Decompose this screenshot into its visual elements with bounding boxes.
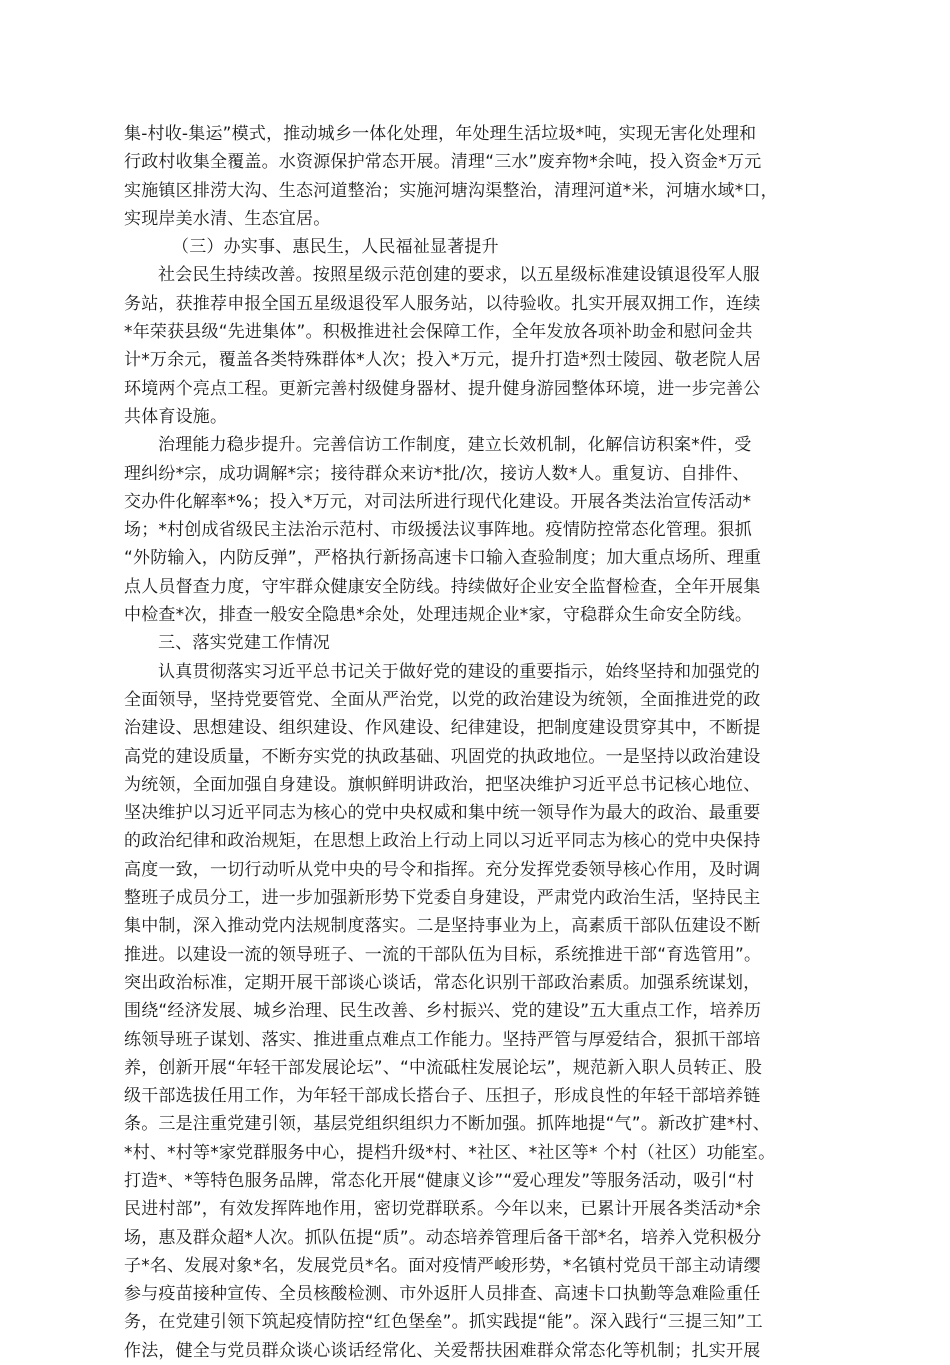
text-line: 点人员督查力度，守牢群众健康安全防线。持续做好企业安全监督检查，全年开展集: [124, 576, 761, 597]
text-line: 中检查*次，排查一般安全隐患*余处，处理违规企业*家，守稳群众生命安全防线。: [124, 605, 753, 626]
text-line: 集中制，深入推动党内法规制度落实。二是坚持事业为上，高素质干部队伍建设不断: [124, 916, 761, 937]
text-line: “外防输入，内防反弹”，严格执行新扬高速卡口输入查验制度；加大重点场所、理重: [124, 548, 762, 569]
text-line: 环境两个亮点工程。更新完善村级健身器材、提升健身游园整体环境，进一步完善公: [124, 378, 761, 399]
text-line: 全面领导，坚持党要管党、全面从严治党，以党的政治建设为统领，全面推进党的政: [124, 689, 761, 710]
text-line: 坚决维护以习近平同志为核心的党中央权威和集中统一领导作为最大的政治、最重要: [124, 803, 761, 824]
text-line: 突出政治标准，定期开展干部谈心谈话，常态化识别干部政治素质。加强系统谋划，: [124, 972, 761, 993]
text-line: 作法，健全与党员群众谈心谈话经常化、关爱帮扶困难群众常态化等机制；扎实开展: [124, 1340, 761, 1361]
text-line: 级干部选拔任用工作，为年轻干部成长搭台子、压担子，形成良性的年轻干部培养链: [124, 1086, 761, 1107]
text-line: *年荣获县级“先进集体”。积极推进社会保障工作，全年发放各项补助金和慰问金共: [124, 322, 753, 343]
text-line: 练领导班子谋划、落实、推进重点难点工作能力。坚持严管与厚爱结合，狠抓干部培: [124, 1029, 761, 1050]
text-line: 计*万余元，覆盖各类特殊群体*人次；投入*万元，提升打造*烈士陵园、敬老院人居: [124, 350, 761, 371]
text-line: 民进村部”，有效发挥阵地作用，密切党群联系。今年以来，已累计开展各类活动*余: [124, 1199, 761, 1220]
text-line: 治理能力稳步提升。完善信访工作制度，建立长效机制，化解信访积案*件，受: [158, 435, 752, 456]
text-line: 为统领，全面加强自身建设。旗帜鲜明讲政治，把坚决维护习近平总书记核心地位、: [124, 774, 761, 795]
text-line: 务，在党建引领下筑起疫情防控“红色堡垒”。抓实践提“能”。深入践行“三提三知”工: [124, 1312, 763, 1333]
text-line: 行政村收集全覆盖。水资源保护常态开展。清理“三水”废弃物*余吨，投入资金*万元: [124, 152, 762, 173]
text-line: 交办件化解率*%；投入*万元，对司法所进行现代化建设。开展各类法治宣传活动*: [124, 491, 752, 512]
text-line: 理纠纷*宗，成功调解*宗；接待群众来访*批/次，接访人数*人。重复访、自排件、: [124, 463, 750, 484]
text-line: 的政治纪律和政治规矩，在思想上政治上行动上同以习近平同志为核心的党中央保持: [124, 831, 761, 852]
text-line: 养，创新开展“年轻干部发展论坛”、“中流砥柱发展论坛”，规范新入职人员转正、股: [124, 1057, 763, 1078]
section-heading: （三）办实事、惠民生，人民福祉显著提升: [172, 237, 499, 258]
text-line: *村、*村等*家党群服务中心，提档升级*村、*社区、*社区等* 个村（社区）功能室。: [124, 1142, 776, 1163]
text-line: 参与疫苗接种宣传、全员核酸检测、市外返肝人员排查、高速卡口执勤等急难险重任: [124, 1284, 761, 1305]
text-line: 务站，获推荐申报全国五星级退役军人服务站，以待验收。扎实开展双拥工作，连续: [124, 293, 761, 314]
text-line: 高度一致，一切行动听从党中央的号令和指挥。充分发挥党委领导核心作用，及时调: [124, 859, 761, 880]
text-line: 共体育设施。: [124, 406, 228, 427]
text-line: 高党的建设质量，不断夯实党的执政基础、巩固党的执政地位。一是坚持以政治建设: [124, 746, 761, 767]
text-line: 子*名、发展对象*名，发展党员*名。面对疫情严峻形势，*名镇村党员干部主动请缨: [124, 1255, 761, 1276]
text-line: 实现岸美水清、生态宜居。: [124, 208, 331, 229]
text-line: 治建设、思想建设、组织建设、作风建设、纪律建设，把制度建设贯穿其中，不断提: [124, 718, 761, 739]
text-line: 推进。以建设一流的领导班子、一流的干部队伍为目标，系统推进干部“育选管用”。: [124, 944, 762, 965]
text-line: 整班子成员分工，进一步加强新形势下党委自身建设，严肃党内政治生活，坚持民主: [124, 888, 761, 909]
text-line: 打造*、*等特色服务品牌，常态化开展“健康义诊”“爱心理发”等服务活动，吸引“村: [124, 1170, 755, 1191]
text-line: 条。三是注重党建引领，基层党组织组织力不断加强。抓阵地提“气”。新改扩建*村、: [124, 1114, 770, 1135]
text-line: 实施镇区排涝大沟、生态河道整治；实施河塘沟渠整治，清理河道*米，河塘水域*口，: [124, 180, 778, 201]
text-line: 集-村收-集运”模式，推动城乡一体化处理，年处理生活垃圾*吨，实现无害化处理和: [124, 124, 757, 144]
text-line: 场，惠及群众超*人次。抓队伍提“质”。动态培养管理后备干部*名，培养入党积极分: [124, 1227, 762, 1248]
text-line: 社会民生持续改善。按照星级示范创建的要求，以五星级标准建设镇退役军人服: [158, 265, 760, 286]
text-line: 围绕“经济发展、城乡治理、民生改善、乡村振兴、党的建设”五大重点工作，培养历: [124, 1001, 762, 1022]
text-line: 场；*村创成省级民主法治示范村、市级援法议事阵地。疫情防控常态化管理。狠抓: [124, 520, 752, 541]
text-line: 认真贯彻落实习近平总书记关于做好党的建设的重要指示，始终坚持和加强党的: [158, 661, 760, 682]
text-line: 三、落实党建工作情况: [158, 633, 330, 654]
